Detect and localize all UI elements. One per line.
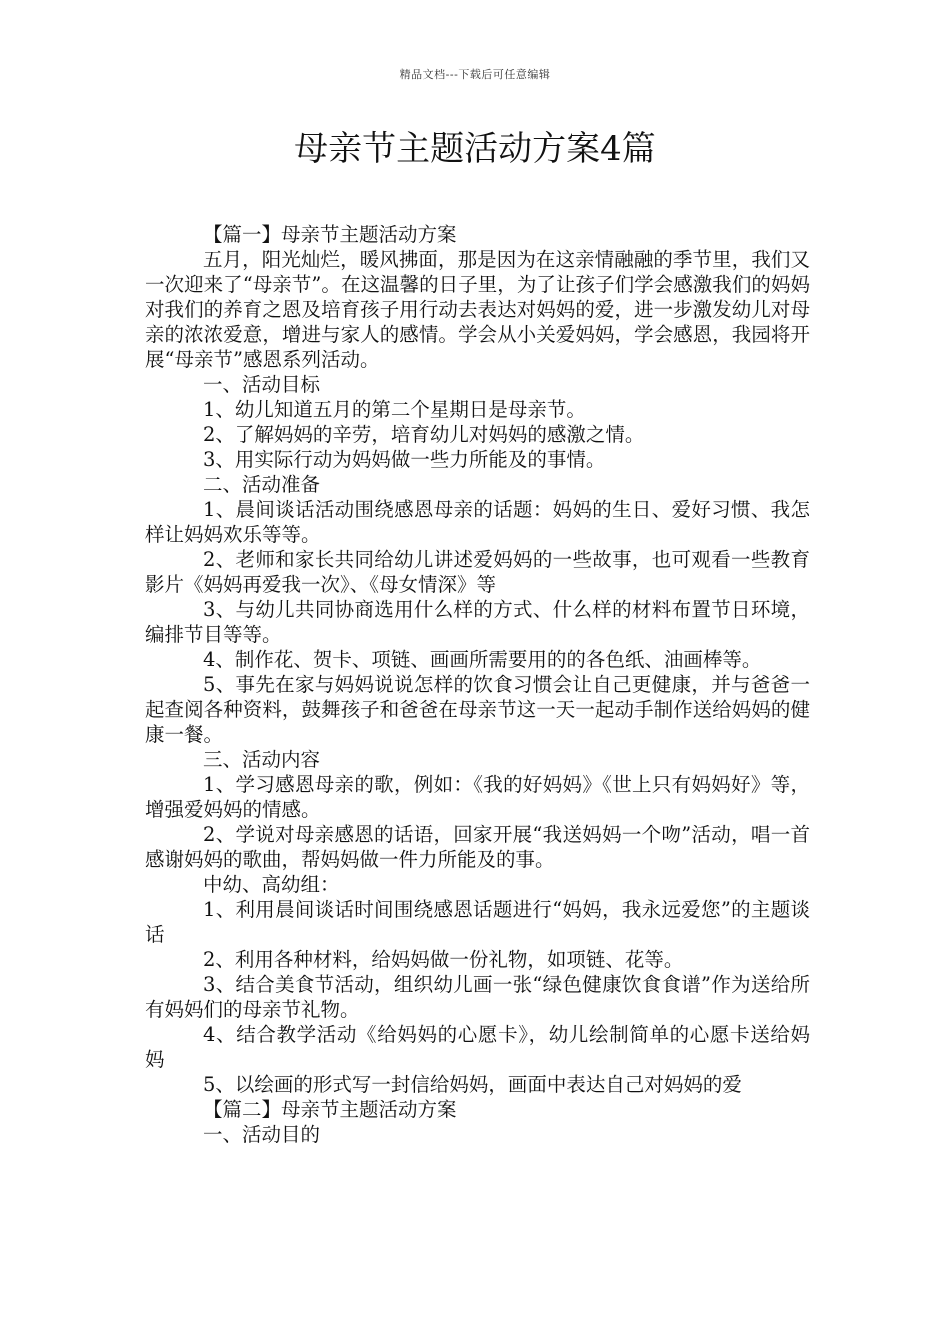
list-item: 2、了解妈妈的辛劳，培育幼儿对妈妈的感激之情。 [203,423,645,446]
heading-activity-preparation: 二、活动准备 [203,473,321,496]
list-item: 2、老师和家长共同给幼儿讲述爱妈妈的一些故事，也可观看一些教育影片《妈妈再爱我一次》、《母女情深》等 [145,548,810,596]
intro-paragraph: 五月，阳光灿烂，暖风拂面，那是因为在这亲情融融的季节里，我们又一次迎来了“母亲节”。在这温馨的日子里，为了让孩子们学会感激我们的妈妈对我们的养育之恩及培育孩子用行动去表达对妈妈的爱，进一步激发幼儿对母亲的浓浓爱意，增进与家人的感情。学会从小关爱妈妈，学会感恩，我园将开展“母亲节”感恩系列活动。 [145,248,810,371]
section-heading-part-two: 【篇二】母亲节主题活动方案 [203,1098,457,1121]
header-note: 精品文档---下载后可任意编辑 [399,68,551,81]
list-item: 1、利用晨间谈话时间围绕感恩话题进行“妈妈，我永远爱您”的主题谈话 [145,898,810,946]
list-item: 3、用实际行动为妈妈做一些力所能及的事情。 [203,448,606,471]
list-item: 3、结合美食节活动，组织幼儿画一张“绿色健康饮食食谱”作为送给所有妈妈们的母亲节礼物。 [145,973,810,1021]
list-item: 4、结合教学活动《给妈妈的心愿卡》，幼儿绘制简单的心愿卡送给妈妈 [145,1023,810,1071]
document-title: 母亲节主题活动方案4篇 [294,129,656,169]
list-item: 5、以绘画的形式写一封信给妈妈，画面中表达自己对妈妈的爱 [203,1073,742,1096]
list-item: 5、事先在家与妈妈说说怎样的饮食习惯会让自己更健康，并与爸爸一起查阅各种资料，鼓舞孩子和爸爸在母亲节这一天一起动手制作送给妈妈的健康一餐。 [145,673,810,746]
list-item: 4、制作花、贺卡、项链、画画所需要用的的各色纸、油画棒等。 [203,648,762,671]
list-item: 2、学说对母亲感恩的话语，回家开展“我送妈妈一个吻”活动，唱一首感谢妈妈的歌曲，帮妈妈做一件力所能及的事。 [145,823,810,871]
heading-activity-content: 三、活动内容 [203,748,321,771]
list-item: 1、幼儿知道五月的第二个星期日是母亲节。 [203,398,586,421]
list-item: 1、学习感恩母亲的歌，例如：《我的好妈妈》《世上只有妈妈好》等，增强爱妈妈的情感。 [145,773,810,821]
list-item: 1、晨间谈话活动围绕感恩母亲的话题：妈妈的生日、爱好习惯、我怎样让妈妈欢乐等等。 [145,498,810,546]
heading-activity-purpose: 一、活动目的 [203,1123,321,1146]
heading-activity-goals: 一、活动目标 [203,373,321,396]
list-item: 2、利用各种材料，给妈妈做一份礼物，如项链、花等。 [203,948,684,971]
list-item: 3、与幼儿共同协商选用什么样的方式、什么样的材料布置节日环境，编排节目等等。 [145,598,810,646]
section-heading-part-one: 【篇一】母亲节主题活动方案 [203,223,457,246]
subheading-middle-senior-group: 中幼、高幼组： [203,873,340,896]
document-body [145,222,810,1147]
